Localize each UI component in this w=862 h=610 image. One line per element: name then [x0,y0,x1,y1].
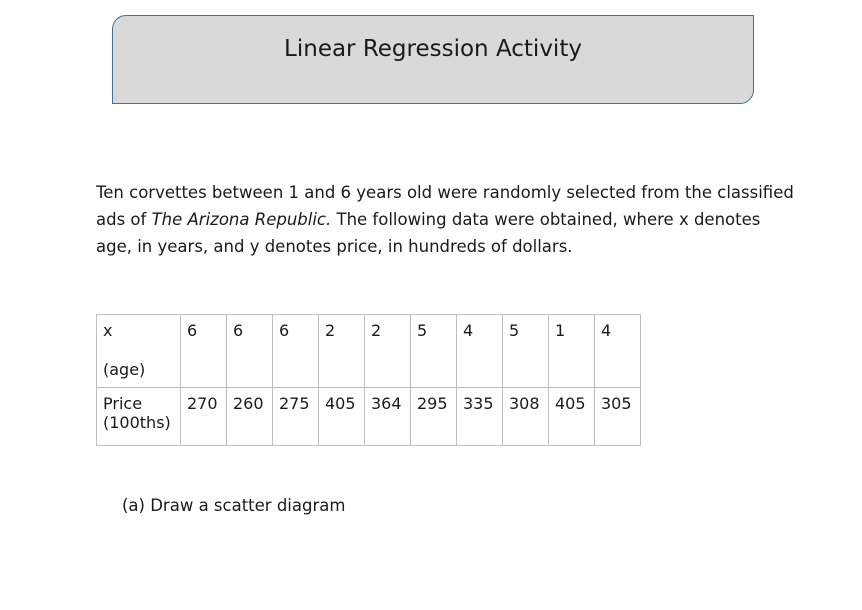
table-cell-price: 405 [549,388,595,446]
table-cell-price: 275 [273,388,319,446]
data-table [96,314,641,446]
table-cell-age: 4 [595,315,641,388]
page-title: Linear Regression Activity [284,36,582,62]
title-banner [112,15,754,104]
table-cell-age: 6 [227,315,273,388]
table-cell-age: 4 [457,315,503,388]
row-label-x: x [103,321,113,340]
table-cell-price: 308 [503,388,549,446]
table-cell-age: 5 [411,315,457,388]
row-sublabel-price: (100ths) [103,413,171,432]
table-cell-price: 305 [595,388,641,446]
intro-text-part1: Ten corvettes between 1 and 6 years old were randomly selected from the classified ads of [96,183,794,229]
table-cell-age: 6 [181,315,227,388]
table-cell-age: 5 [503,315,549,388]
table-row-price [97,388,641,446]
intro-text-part2: The following data were obtained, where x denotes age, in years, and y denotes price, in hundreds of dollars. [96,210,761,256]
intro-paragraph [96,179,796,260]
table-row-age [97,315,641,388]
table-cell-price: 295 [411,388,457,446]
table-cell-age: 6 [273,315,319,388]
table-cell-age: 1 [549,315,595,388]
row-header-age [97,315,181,388]
row-sublabel-age: (age) [103,360,146,379]
table-cell-age: 2 [365,315,411,388]
table-cell-age: 2 [319,315,365,388]
table-cell-price: 405 [319,388,365,446]
table-cell-price: 260 [227,388,273,446]
intro-source-title: The Arizona Republic. [151,210,332,229]
table-cell-price: 270 [181,388,227,446]
table-cell-price: 335 [457,388,503,446]
row-header-price [97,388,181,446]
question-a: (a) Draw a scatter diagram [122,496,346,515]
table-cell-price: 364 [365,388,411,446]
row-label-price: Price [103,394,143,413]
